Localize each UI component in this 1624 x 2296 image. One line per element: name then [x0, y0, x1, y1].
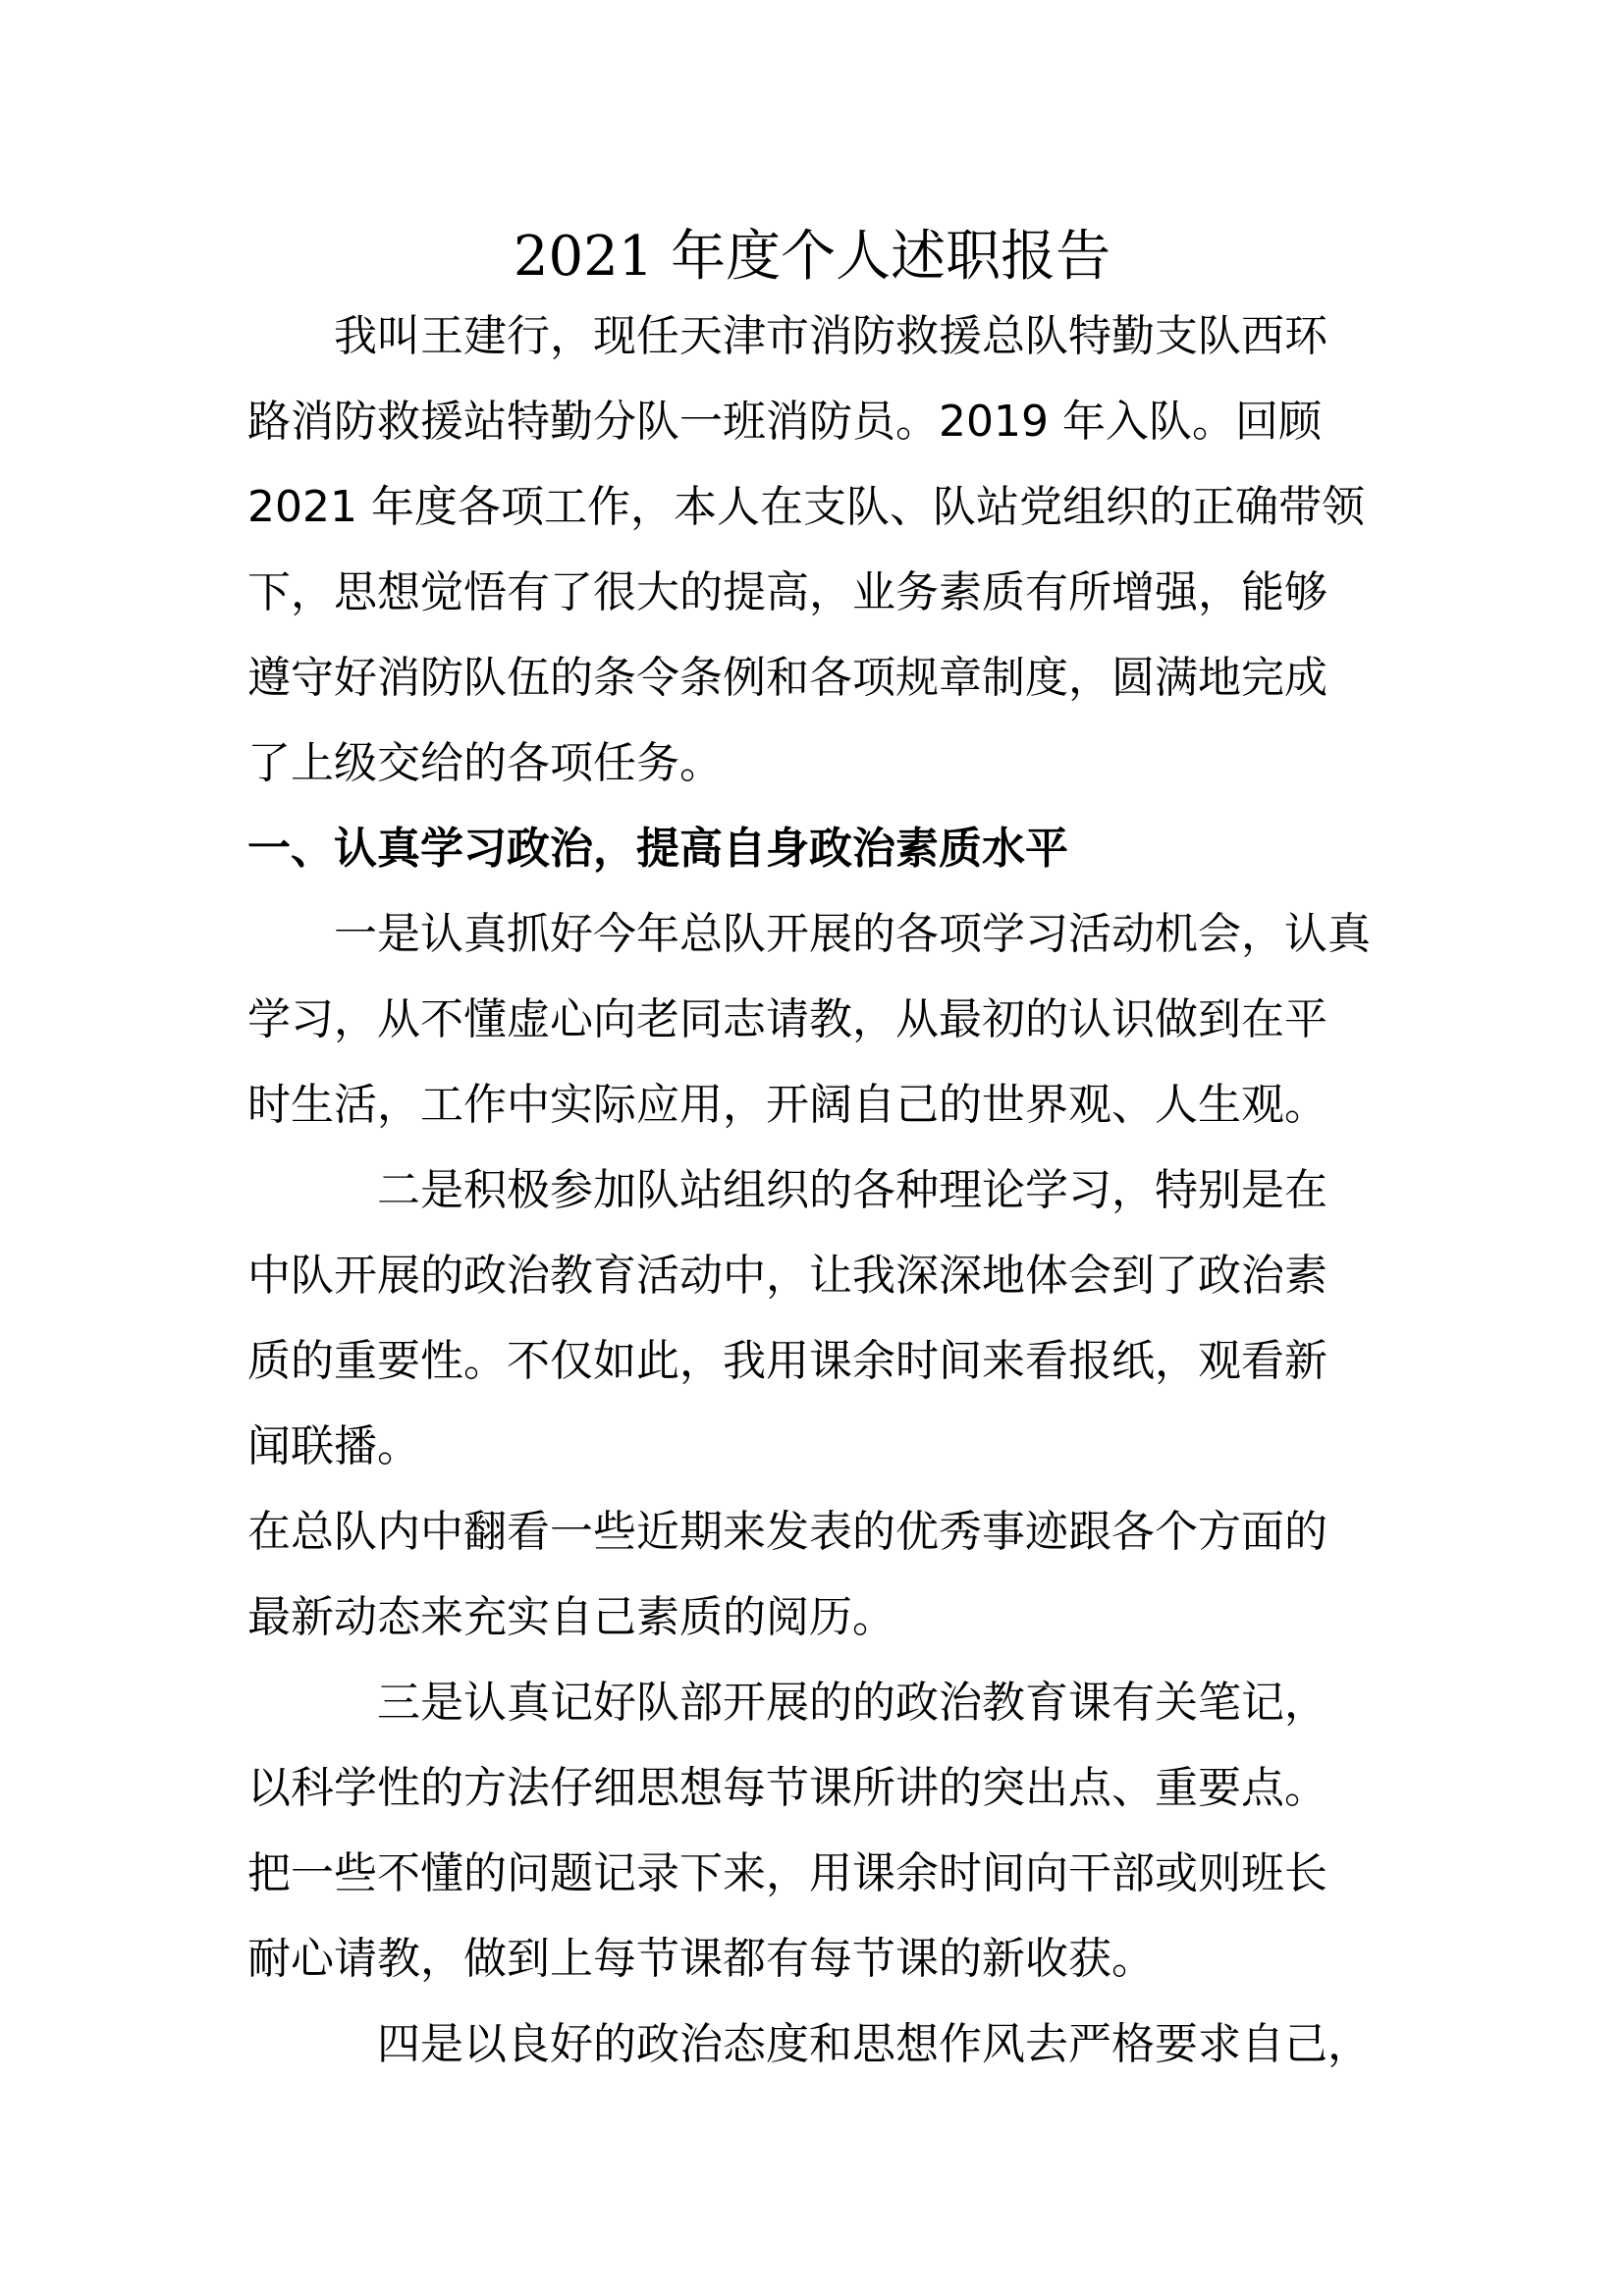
paragraph-line: 把一些不懂的问题记录下来，用课余时间向干部或则班长 — [247, 1848, 1327, 1898]
document-body — [247, 294, 1386, 2087]
section-heading: 一、认真学习政治，提高自身政治素质水平 — [247, 824, 1068, 874]
paragraph-line: 路消防救援站特勤分队一班消防员。2019 年入队。回顾 — [247, 397, 1322, 447]
paragraph-line: 四是以良好的政治态度和思想作风去严格要求自己， — [377, 2019, 1371, 2069]
paragraph-line: 我叫王建行，现任天津市消防救援总队特勤支队西环 — [334, 311, 1327, 361]
paragraph-line: 闻联播。 — [247, 1421, 420, 1471]
paragraph-line: 学习，从不懂虚心向老同志请教，从最初的认识做到在平 — [247, 994, 1327, 1044]
paragraph-line: 质的重要性。不仅如此，我用课余时间来看报纸，观看新 — [247, 1336, 1327, 1386]
paragraph-line: 2021 年度各项工作，本人在支队、队站党组织的正确带领 — [247, 482, 1365, 532]
paragraph-line: 在总队内中翻看一些近期来发表的优秀事迹跟各个方面的 — [247, 1507, 1327, 1557]
paragraph-line: 下，思想觉悟有了很大的提高，业务素质有所增强，能够 — [247, 567, 1327, 617]
paragraph-line: 一是认真抓好今年总队开展的各项学习活动机会，认真 — [334, 909, 1371, 959]
paragraph-line: 时生活，工作中实际应用，开阔自己的世界观、人生观。 — [247, 1080, 1327, 1130]
paragraph-line: 二是积极参加队站组织的各种理论学习，特别是在 — [377, 1165, 1327, 1215]
paragraph-line: 了上级交给的各项任务。 — [247, 738, 723, 788]
paragraph-line: 最新动态来充实自己素质的阅历。 — [247, 1592, 895, 1642]
paragraph-line: 遵守好消防队伍的条令条例和各项规章制度，圆满地完成 — [247, 653, 1327, 703]
paragraph-line: 以科学性的方法仔细思想每节课所讲的突出点、重要点。 — [247, 1763, 1327, 1813]
paragraph-line: 耐心请教，做到上每节课都有每节课的新收获。 — [247, 1934, 1155, 1984]
paragraph-line: 中队开展的政治教育活动中，让我深深地体会到了政治素 — [247, 1251, 1327, 1301]
paragraph-line: 三是认真记好队部开展的的政治教育课有关笔记， — [377, 1678, 1327, 1728]
document-title: 2021 年度个人述职报告 — [513, 225, 1111, 289]
